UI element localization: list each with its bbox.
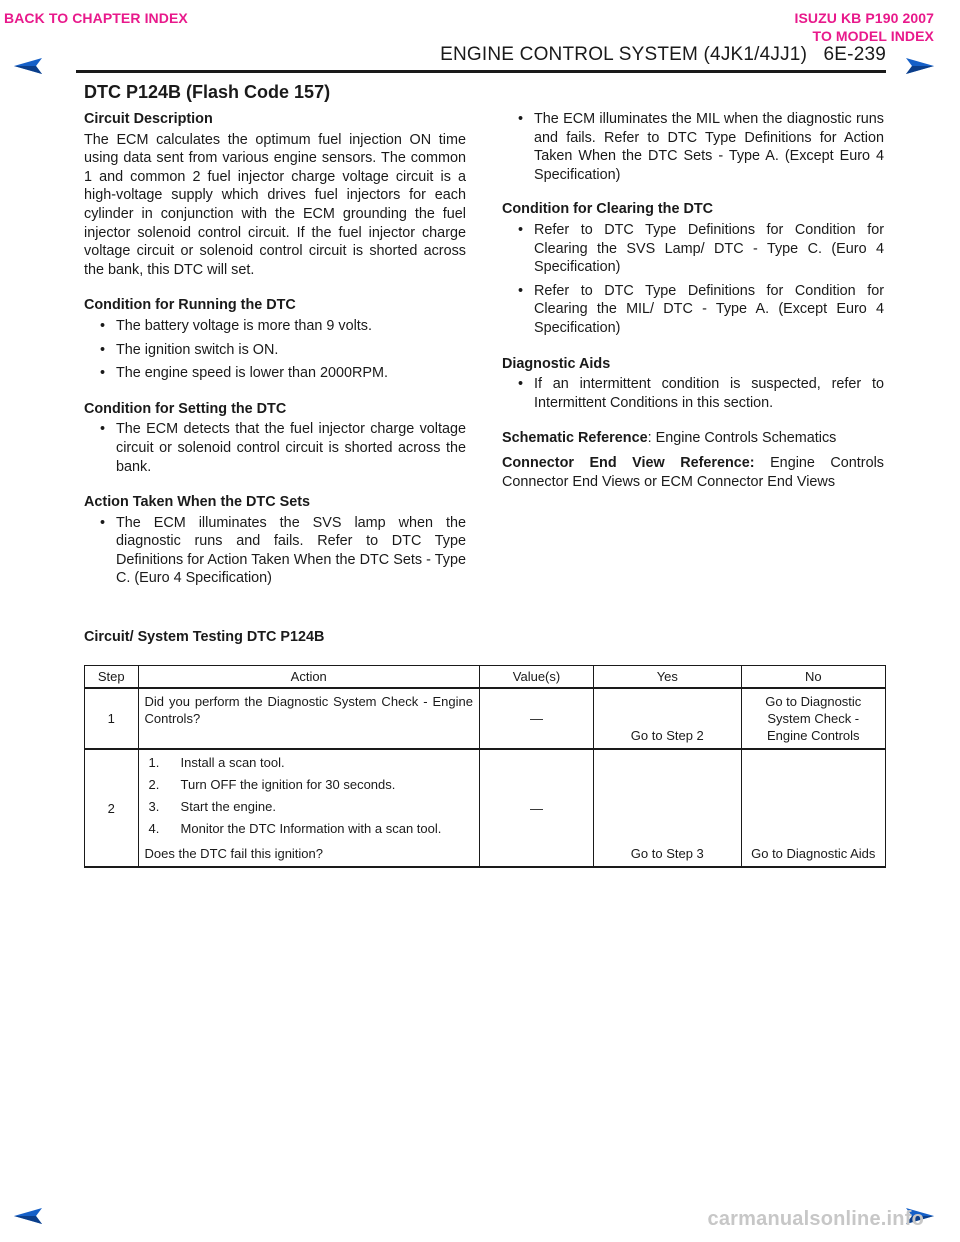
step-no[interactable]: Go to Diagnostic System Check - Engine Controls (741, 688, 885, 749)
substep-text: Monitor the DTC Information with a scan tool. (180, 821, 442, 836)
substep (145, 776, 473, 793)
list-item: • The ignition switch is ON. (84, 341, 466, 360)
substep-number: 4. (148, 821, 160, 836)
step-yes[interactable]: Go to Step 2 (594, 688, 741, 749)
header-rule (76, 70, 886, 73)
section-heading: Action Taken When the DTC Sets (84, 494, 311, 511)
table-header-row (85, 666, 886, 689)
step-yes[interactable]: Go to Step 3 (594, 749, 741, 867)
section-heading: Condition for Running the DTC (84, 297, 296, 314)
substep (145, 798, 473, 815)
previous-page-arrow-bottom-icon[interactable] (12, 1206, 46, 1226)
column-header-yes: Yes (594, 666, 741, 689)
column-header-no: No (741, 666, 885, 689)
substep-number: 3. (148, 799, 160, 814)
list-item: • If an intermittent condition is suspected, refer to Intermittent Conditions in this section. (502, 375, 884, 412)
column-header-step: Step (85, 666, 139, 689)
table-row (85, 688, 886, 749)
step-number: 1 (85, 688, 139, 749)
table-heading: Circuit/ System Testing DTC P124B (84, 629, 325, 645)
left-column (84, 110, 466, 605)
watermark: carmanualsonline.info (707, 1208, 924, 1230)
step-action: Did you perform the Diagnostic System Check - Engine Controls? (138, 688, 479, 749)
to-model-index-link[interactable]: TO MODEL INDEX (812, 28, 934, 44)
substep-number: 1. (148, 755, 160, 770)
table-row (85, 749, 886, 867)
substep-text: Install a scan tool. (180, 755, 285, 770)
list-item: • The ECM illuminates the MIL when the diagnostic runs and fails. Refer to DTC Type Definitions for Action Taken When the DTC Sets - Type A. (Except Euro 4 Specification) (502, 110, 884, 184)
diagnostic-aids-section (502, 355, 884, 413)
connector-reference (502, 454, 888, 491)
circuit-description-text: The ECM calculates the optimum fuel injection ON time using data sent from various engine sensors. The common 1 and common 2 fuel injector charge voltage circuit is a high-voltage supply which drives fuel injectors for each cylinder in conjunction with the ECM grounding the fuel injector solenoid control circuit. If the fuel injector charge voltage circuit or solenoid control circuit is shorted across the bank, this DTC will set. (84, 131, 466, 278)
section-heading: Condition for Setting the DTC (84, 400, 287, 417)
page-title: DTC P124B (Flash Code 157) (84, 82, 331, 102)
action-taken-section (84, 493, 466, 588)
model-title-link[interactable]: ISUZU KB P190 2007 (794, 10, 934, 26)
substep-list (145, 754, 473, 837)
substep-text: Start the engine. (180, 799, 276, 814)
substep (145, 820, 473, 837)
step-value: — (479, 749, 593, 867)
section-heading: Diagnostic Aids (502, 355, 611, 372)
list-item: • The battery voltage is more than 9 volts. (84, 317, 466, 336)
schematic-reference-text: : Engine Controls Schematics (647, 430, 837, 447)
schematic-reference (502, 429, 884, 448)
substep-number: 2. (148, 777, 160, 792)
substep-text: Turn OFF the ignition for 30 seconds. (180, 777, 396, 792)
column-header-values: Value(s) (479, 666, 593, 689)
section-heading: Condition for Clearing the DTC (502, 201, 714, 218)
condition-running-section (84, 296, 466, 382)
connector-reference-text: Engine Controls Connector End Views or ECM Connector End Views (502, 454, 888, 490)
list-item: • The engine speed is lower than 2000RPM. (84, 364, 466, 383)
step-value: — (479, 688, 593, 749)
back-to-chapter-index-link[interactable]: BACK TO CHAPTER INDEX (4, 10, 188, 26)
list-item: • The ECM illuminates the SVS lamp when the diagnostic runs and fails. Refer to DTC Type Definitions for Action Taken When the DTC Sets - Type C. (Euro 4 Specification) (84, 514, 466, 588)
step-question: Does the DTC fail this ignition? (144, 846, 324, 861)
step-no[interactable]: Go to Diagnostic Aids (741, 749, 885, 867)
condition-setting-section (84, 400, 466, 476)
step-action (138, 749, 479, 867)
connector-reference-label: Connector End View Reference: (502, 454, 755, 471)
list-item: • Refer to DTC Type Definitions for Condition for Clearing the MIL/ DTC - Type A. (Except Euro 4 Specification) (502, 282, 884, 338)
substep (145, 754, 473, 771)
diagnostic-steps-table (84, 665, 886, 868)
previous-page-arrow-icon[interactable] (12, 56, 46, 76)
step-number: 2 (85, 749, 139, 867)
section-heading: Circuit Description (84, 111, 213, 127)
circuit-description-section (84, 110, 466, 279)
right-column (502, 110, 888, 497)
list-item: • The ECM detects that the fuel injector charge voltage circuit or solenoid control circuit is shorted across the bank. (84, 420, 466, 476)
list-item: • Refer to DTC Type Definitions for Condition for Clearing the SVS Lamp/ DTC - Type C. (Euro 4 Specification) (502, 221, 884, 277)
running-head: ENGINE CONTROL SYSTEM (4JK1/4JJ1) 6E-239 (440, 44, 886, 65)
condition-clearing-section (502, 200, 884, 337)
next-page-arrow-icon[interactable] (902, 56, 936, 76)
column-header-action: Action (138, 666, 479, 689)
schematic-reference-label: Schematic Reference (502, 430, 648, 447)
